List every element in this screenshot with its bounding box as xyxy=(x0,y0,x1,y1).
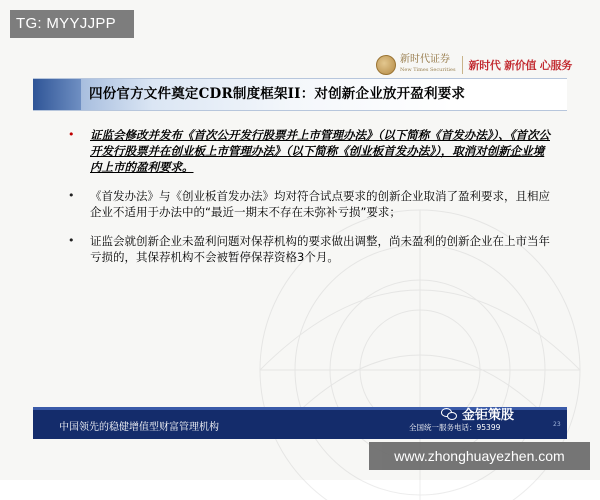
bullet-dot-icon: • xyxy=(68,234,75,247)
bullet-item-1 xyxy=(60,127,550,175)
company-logo-text xyxy=(400,54,456,76)
title-bar xyxy=(33,78,567,111)
overlay-tag: TG: MYYJJPP xyxy=(10,10,134,38)
company-english-name: New Times Securities xyxy=(400,67,456,73)
company-slogan: 新时代 新价值 心服务 xyxy=(468,59,572,72)
bullet-text: 证监会就创新企业未盈利问题对保荐机构的要求做出调整，尚未盈利的创新企业在上市当年亏损的，其保荐机构不会被暂停保荐资格3个月。 xyxy=(90,234,550,264)
bullet-list xyxy=(60,127,550,278)
company-name: 新时代证券 xyxy=(400,54,450,65)
logo-divider xyxy=(462,56,463,74)
slide-title: 四份官方文件奠定CDR制度框架II：对创新企业放开盈利要求 xyxy=(89,86,466,102)
brand-watermark xyxy=(441,404,514,423)
footer-tagline: 中国领先的稳健增值型财富管理机构 xyxy=(59,422,219,433)
page-number: 23 xyxy=(553,421,561,428)
footer-hotline: 全国统一服务电话：95399 xyxy=(409,423,501,432)
title-accent xyxy=(33,79,81,110)
brand-watermark-text: 金钜策股 xyxy=(462,408,515,423)
bullet-dot-icon: • xyxy=(68,189,75,202)
wechat-icon xyxy=(441,408,457,420)
company-seal-icon xyxy=(376,55,396,75)
bullet-dot-icon: • xyxy=(68,128,75,141)
bullet-text: 证监会修改并发布《首次公开发行股票并上市管理办法》（以下简称《首发办法》）、《首次公开发行股票并在创业板上市管理办法》（以下简称《创业板首发办法》），取消对创新企业境内上市的盈利要求。 xyxy=(90,128,550,174)
bullet-item-3 xyxy=(60,233,550,265)
bullet-text: 《首发办法》与《创业板首发办法》均对符合试点要求的创新企业取消了盈利要求，且相应企业不适用于办法中的“最近一期末不存在未弥补亏损”要求； xyxy=(90,189,550,219)
site-url-watermark: www.zhonghuayezhen.com xyxy=(369,442,590,470)
header-logo xyxy=(376,52,588,78)
bullet-item-2 xyxy=(60,188,550,220)
